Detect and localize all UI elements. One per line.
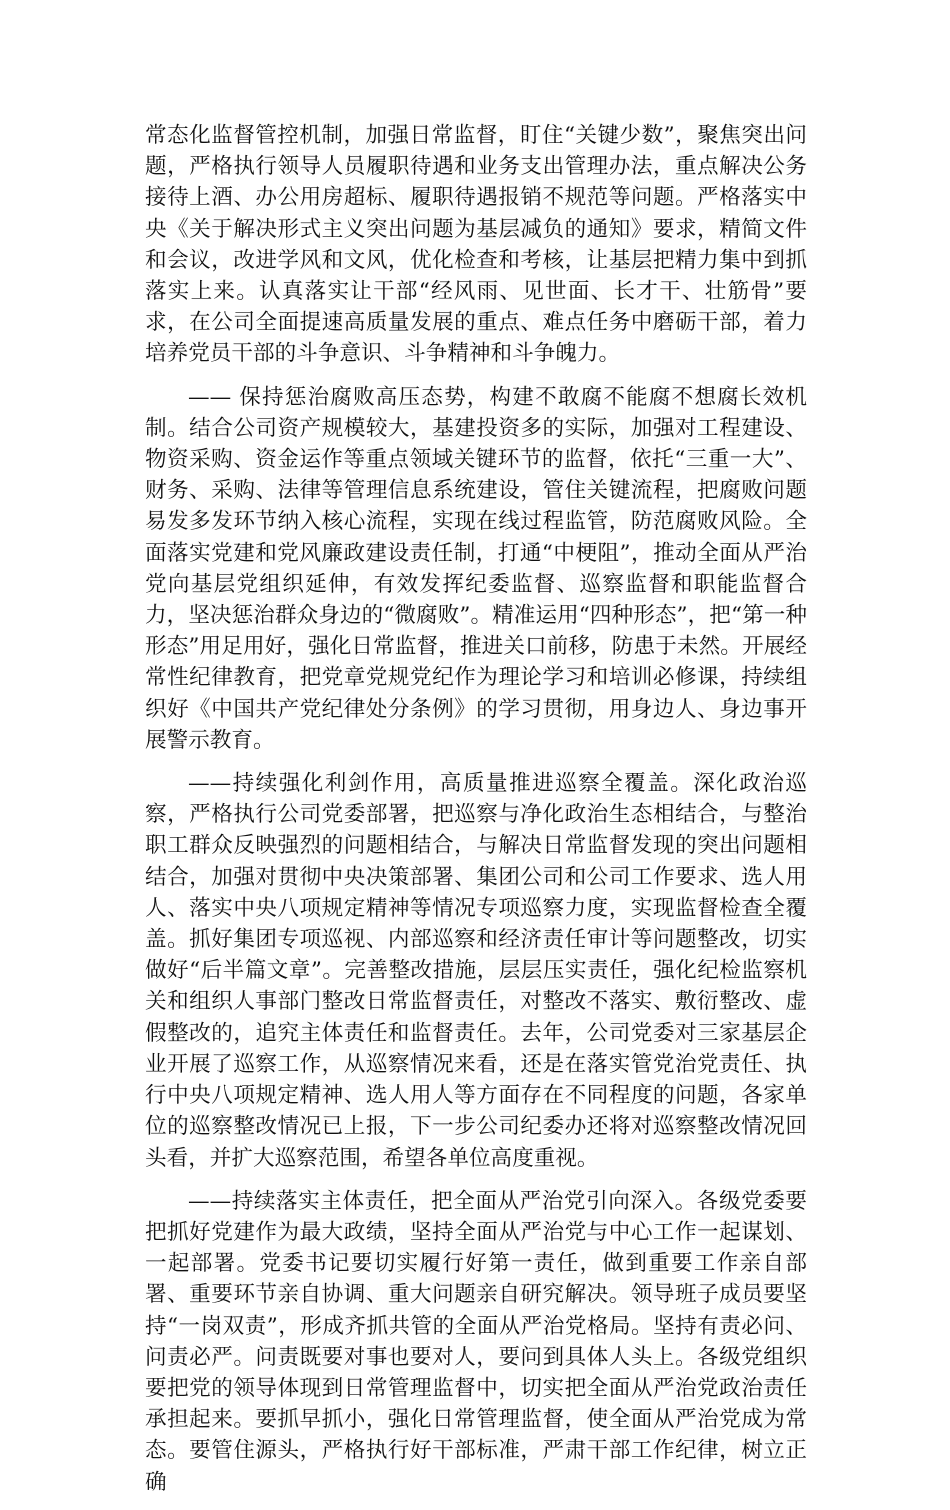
document-page <box>145 120 807 1510</box>
paragraph-anti-corruption: —— 保持惩治腐败高压态势，构建不敢腐不能腐不想腐长效机制。结合公司资产规模较大，基建投资多的实际，加强对工程建设、物资采购、资金运作等重点领域关键环节的监督，依托“三重一大”、财务、采购、法律等管理信息系统建设，管住关键流程，把腐败问题易发多发环节纳入核心流程，实现在线过程监管，防范腐败风险。全面落实党建和党风廉政建设责任制，打通“中梗阻”，推动全面从严治党向基层党组织延伸，有效发挥纪委监督、巡察监督和职能监督合力，坚决惩治群众身边的“微腐败”。精准运用“四种形态”，把“第一种形态”用足用好，强化日常监督，推进关口前移，防患于未然。开展经常性纪律教育，把党章党规党纪作为理论学习和培训必修课，持续组织好《中国共产党纪律处分条例》的学习贯彻，用身边人、身边事开展警示教育。 <box>145 384 807 753</box>
paragraph-supervision-mechanism: 常态化监督管控机制，加强日常监督，盯住“关键少数”，聚焦突出问题，严格执行领导人员履职待遇和业务支出管理办法，重点解决公务接待上酒、办公用房超标、履职待遇报销不规范等问题。严格落实中央《关于解决形式主义突出问题为基层减负的通知》要求，精简文件和会议，改进学风和文风，优化检查和考核，让基层把精力集中到抓落实上来。认真落实让干部“经风雨、见世面、长才干、壮筋骨”要求，在公司全面提速高质量发展的重点、难点任务中磨砺干部，着力培养党员干部的斗争意识、斗争精神和斗争魄力。 <box>145 123 807 367</box>
paragraph-main-responsibility: ——持续落实主体责任，把全面从严治党引向深入。各级党委要把抓好党建作为最大政绩，坚持全面从严治党与中心工作一起谋划、一起部署。党委书记要切实履行好第一责任，做到重要工作亲自部署、重要环节亲自协调、重大问题亲自研究解决。领导班子成员要坚持“一岗双责”，形成齐抓共管的全面从严治党格局。坚持有责必问、问责必严。问责既要对事也要对人，要问到具体人头上。各级党组织要把党的领导体现到日常管理监督中，切实把全面从严治党政治责任承担起来。要抓早抓小，强化日常管理监督，使全面从严治党成为常态。要管住源头，严格执行好干部标准，严肃干部工作纪律，树立正确 <box>145 1188 807 1495</box>
paragraph-inspection-coverage: ——持续强化利剑作用，高质量推进巡察全覆盖。深化政治巡察，严格执行公司党委部署，把巡察与净化政治生态相结合，与整治职工群众反映强烈的问题相结合，与解决日常监督发现的突出问题相结合，加强对贯彻中央决策部署、集团公司和公司工作要求、选人用人、落实中央八项规定精神等情况专项巡察力度，实现监督检查全覆盖。抓好集团专项巡视、内部巡察和经济责任审计等问题整改，切实做好“后半篇文章”。完善整改措施，层层压实责任，强化纪检监察机关和组织人事部门整改日常监督责任，对整改不落实、敷衍整改、虚假整改的，追究主体责任和监督责任。去年，公司党委对三家基层企业开展了巡察工作，从巡察情况来看，还是在落实管党治党责任、执行中央八项规定精神、选人用人等方面存在不同程度的问题，各家单位的巡察整改情况已上报，下一步公司纪委办还将对巡察整改情况回头看，并扩大巡察范围，希望各单位高度重视。 <box>145 771 807 1171</box>
